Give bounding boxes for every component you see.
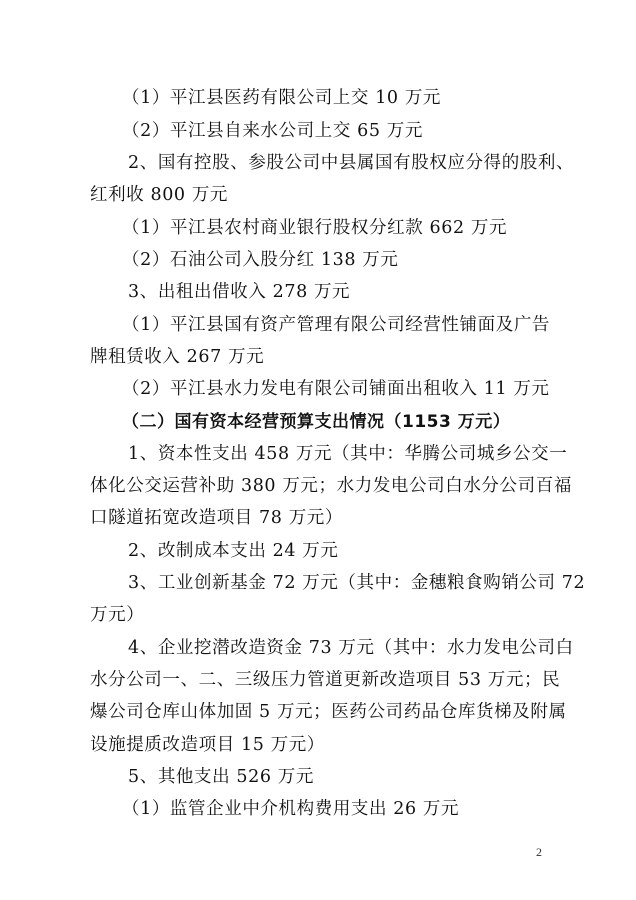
paragraph-line-13: 体化公交运营补助 380 万元；水力发电公司白水分公司百福 bbox=[90, 476, 572, 496]
paragraph-line-4: 红利收 800 万元 bbox=[90, 185, 229, 205]
paragraph-line-22: 5、其他支出 526 万元 bbox=[128, 767, 314, 787]
paragraph-line-15: 2、改制成本支出 24 万元 bbox=[128, 541, 339, 561]
paragraph-line-5: （1）平江县农村商业银行股权分红款 662 万元 bbox=[122, 218, 508, 238]
paragraph-line-9: 牌租赁收入 267 万元 bbox=[90, 347, 265, 367]
paragraph-line-10: （2）平江县水力发电有限公司铺面出租收入 11 万元 bbox=[122, 379, 550, 399]
paragraph-line-3: 2、国有控股、参股公司中县属国有股权应分得的股利、 bbox=[128, 153, 575, 173]
paragraph-line-12: 1、资本性支出 458 万元（其中：华腾公司城乡公交一 bbox=[128, 444, 568, 464]
paragraph-line-6: （2）石油公司入股分红 138 万元 bbox=[122, 250, 399, 270]
paragraph-line-14: 口隧道拓宽改造项目 78 万元） bbox=[90, 508, 343, 528]
paragraph-line-19: 水分公司一、二、三级压力管道更新改造项目 53 万元；民 bbox=[90, 670, 561, 690]
paragraph-line-20: 爆公司仓库山体加固 5 万元；医药公司药品仓库货梯及附属 bbox=[90, 702, 567, 722]
paragraph-line-2: （2）平江县自来水公司上交 65 万元 bbox=[122, 121, 423, 141]
paragraph-line-21: 设施提质改造项目 15 万元） bbox=[90, 735, 325, 755]
paragraph-line-1: （1）平江县医药有限公司上交 10 万元 bbox=[122, 88, 442, 108]
paragraph-line-7: 3、出租出借收入 278 万元 bbox=[128, 282, 351, 302]
section-heading: （二）国有资本经营预算支出情况（1153 万元） bbox=[122, 412, 511, 432]
paragraph-line-16: 3、工业创新基金 72 万元（其中：金穗粮食购销公司 72 bbox=[128, 573, 586, 593]
paragraph-line-23: （1）监管企业中介机构费用支出 26 万元 bbox=[122, 799, 460, 819]
paragraph-line-18: 4、企业挖潜改造资金 73 万元（其中：水力发电公司白 bbox=[128, 638, 574, 658]
page-number: 2 bbox=[536, 845, 542, 859]
paragraph-line-17: 万元） bbox=[90, 605, 145, 625]
paragraph-line-8: （1）平江县国有资产管理有限公司经营性铺面及广告 bbox=[122, 315, 551, 335]
